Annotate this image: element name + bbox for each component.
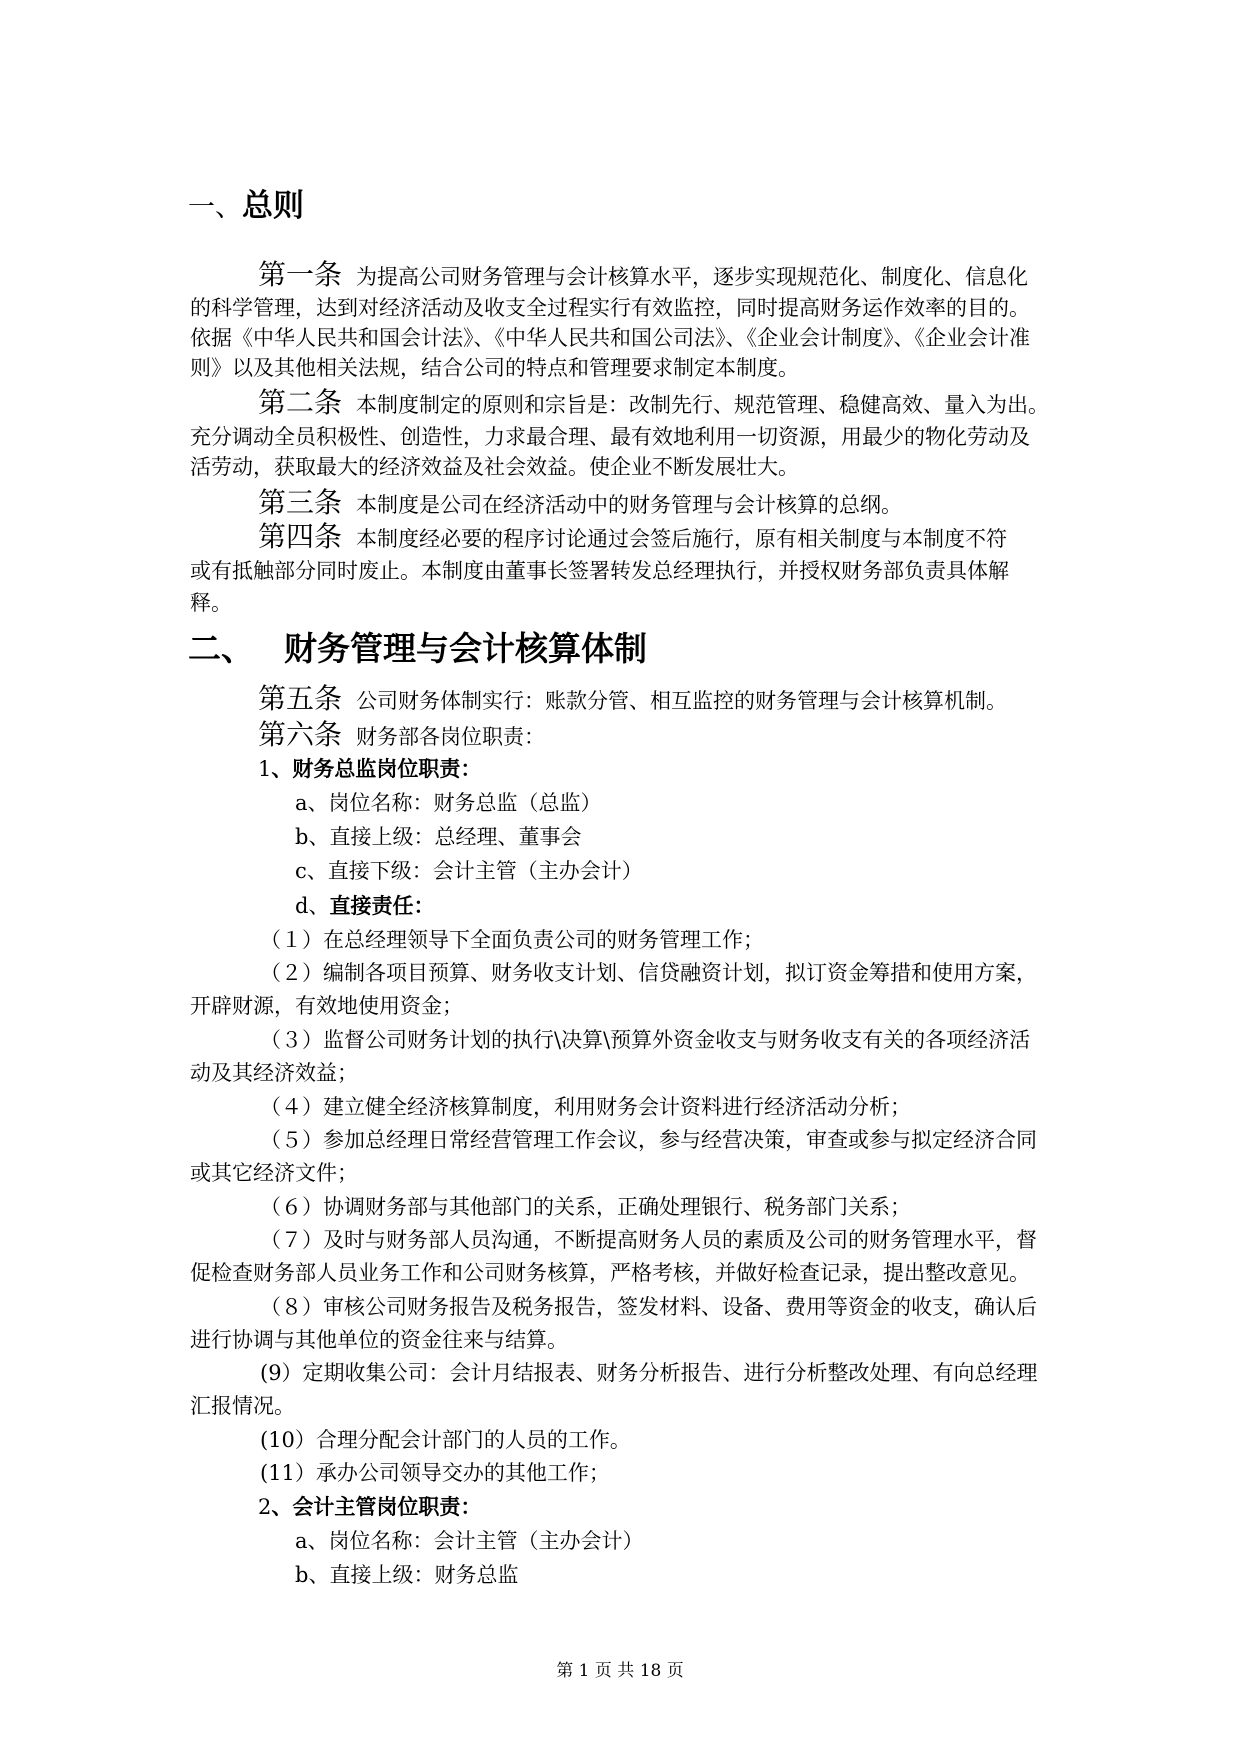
responsibility-8-line-2: 进行协调与其他单位的资金往来与结算。: [190, 1328, 568, 1352]
article-1-line-1: 第一条 为提高公司财务管理与会计核算水平，逐步实现规范化、制度化、信息化: [258, 258, 1029, 291]
article-label: 第一条: [258, 258, 343, 291]
article-4-line-2: 或有抵触部分同时废止。本制度由董事长签署转发总经理执行，并授权财务部负责具体解: [190, 559, 1009, 583]
article-6-line-1: 第六条 财务部各岗位职责：: [258, 718, 546, 751]
article-label: 第二条: [258, 386, 343, 419]
responsibility-10: (10）合理分配会计部门的人员的工作。: [260, 1428, 631, 1452]
article-2-line-3: 活劳动，获取最大的经济效益及社会效益。使企业不断发展壮大。: [190, 455, 799, 479]
duty-1-item-a: a、岗位名称：财务总监（总监）: [295, 791, 602, 815]
responsibility-9-line-2: 汇报情况。: [190, 1394, 295, 1418]
duty-heading-1: 1、财务总监岗位职责：: [258, 756, 482, 781]
duty-1-item-c: c、直接下级：会计主管（主办会计）: [295, 859, 643, 883]
page-footer: 第 1 页 共 18 页: [556, 1661, 684, 1681]
responsibility-2-line-1: （２）编制各项目预算、财务收支计划、信贷融资计划，拟订资金筹措和使用方案，: [260, 961, 1037, 985]
article-1-line-4: 则》以及其他相关法规，结合公司的特点和管理要求制定本制度。: [190, 356, 799, 380]
duty-heading-2: 2、会计主管岗位职责：: [258, 1494, 482, 1519]
article-4-line-3: 释。: [190, 591, 232, 615]
responsibility-4: （４）建立健全经济核算制度，利用财务会计资料进行经济活动分析；: [260, 1095, 911, 1119]
duty-1-item-d: d、直接责任：: [295, 893, 435, 918]
section-heading-2: 二、 财务管理与会计核算体制: [188, 629, 647, 668]
article-label: 第三条: [258, 486, 343, 519]
responsibility-2-line-2: 开辟财源，有效地使用资金；: [190, 994, 463, 1018]
responsibility-6: （６）协调财务部与其他部门的关系，正确处理银行、税务部门关系；: [260, 1195, 911, 1219]
responsibility-5-line-2: 或其它经济文件；: [190, 1161, 358, 1185]
responsibility-8-line-1: （８）审核公司财务报告及税务报告，签发材料、设备、费用等资金的收支，确认后: [260, 1295, 1037, 1319]
responsibility-5-line-1: （５）参加总经理日常经营管理工作会议，参与经营决策，审查或参与拟定经济合同: [260, 1128, 1037, 1152]
article-4-line-1: 第四条 本制度经必要的程序讨论通过会签后施行，原有相关制度与本制度不符: [258, 520, 1008, 553]
responsibility-1: （１）在总经理领导下全面负责公司的财务管理工作；: [260, 928, 764, 952]
article-1-line-3: 依据《中华人民共和国会计法》、《中华人民共和国公司法》、《企业会计制度》、《企业会计准: [190, 326, 1030, 350]
article-2-line-2: 充分调动全员积极性、创造性，力求最合理、最有效地利用一切资源，用最少的物化劳动及: [190, 425, 1030, 449]
responsibility-3-line-1: （３）监督公司财务计划的执行\决算\预算外资金收支与财务收支有关的各项经济活: [260, 1028, 1031, 1052]
duty-2-item-a: a、岗位名称：会计主管（主办会计）: [295, 1529, 644, 1553]
responsibility-7-line-2: 促检查财务部人员业务工作和公司财务核算，严格考核，并做好检查记录，提出整改意见。: [190, 1261, 1030, 1285]
article-label: 第六条: [258, 718, 343, 751]
article-label: 第五条: [258, 682, 343, 715]
duty-2-item-b: b、直接上级：财务总监: [295, 1563, 519, 1587]
article-1-line-2: 的科学管理，达到对经济活动及收支全过程实行有效监控，同时提高财务运作效率的目的。: [190, 296, 1030, 320]
responsibility-7-line-1: （７）及时与财务部人员沟通，不断提高财务人员的素质及公司的财务管理水平，督: [260, 1228, 1037, 1252]
duty-1-item-b: b、直接上级：总经理、董事会: [295, 825, 582, 849]
article-2-line-1: 第二条 本制度制定的原则和宗旨是：改制先行、规范管理、稳健高效、量入为出。: [258, 386, 1050, 419]
responsibility-3-line-2: 动及其经济效益；: [190, 1061, 358, 1085]
section-heading-1: 一、总则: [188, 188, 304, 224]
article-label: 第四条: [258, 520, 343, 553]
article-5-line-1: 第五条 公司财务体制实行：账款分管、相互监控的财务管理与会计核算机制。: [258, 682, 1008, 715]
article-3-line-1: 第三条 本制度是公司在经济活动中的财务管理与会计核算的总纲。: [258, 486, 903, 519]
responsibility-11: (11）承办公司领导交办的其他工作；: [260, 1461, 610, 1485]
responsibility-9-line-1: (9）定期收集公司：会计月结报表、财务分析报告、进行分析整改处理、有向总经理: [260, 1361, 1038, 1385]
